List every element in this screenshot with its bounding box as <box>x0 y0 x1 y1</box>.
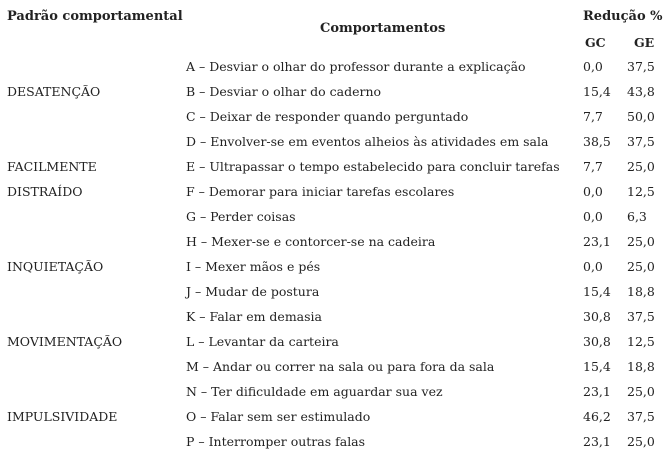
ge-value-cell: 43,8 <box>627 84 655 99</box>
behavior-cell: F – Demorar para iniciar tarefas escolares <box>186 184 455 199</box>
ge-value-cell: 37,5 <box>627 409 655 424</box>
gc-value-cell: 15,4 <box>583 84 611 99</box>
category-cell: DESATENÇÃO <box>7 84 101 99</box>
category-cell: DISTRAÍDO <box>7 184 83 199</box>
category-cell: INQUIETAÇÃO <box>7 259 104 274</box>
behavior-cell: H – Mexer-se e contorcer-se na cadeira <box>186 234 436 249</box>
ge-value-cell: 25,0 <box>627 434 655 449</box>
gc-value-cell: 46,2 <box>583 409 611 424</box>
gc-value-cell: 30,8 <box>583 334 611 349</box>
behavior-cell: C – Deixar de responder quando perguntado <box>186 109 469 124</box>
gc-value-cell: 0,0 <box>583 209 603 224</box>
behavior-cell: G – Perder coisas <box>186 209 296 224</box>
ge-value-cell: 12,5 <box>627 334 655 349</box>
behavior-cell: L – Levantar da carteira <box>186 334 339 349</box>
ge-value-cell: 37,5 <box>627 134 655 149</box>
behavior-cell: D – Envolver-se em eventos alheios às atividades em sala <box>186 134 549 149</box>
gc-value-cell: 30,8 <box>583 309 611 324</box>
behavior-cell: O – Falar sem ser estimulado <box>186 409 371 424</box>
behavior-cell: N – Ter dificuldade em aguardar sua vez <box>186 384 443 399</box>
behavior-cell: P – Interromper outras falas <box>186 434 366 449</box>
header-gc: GC <box>585 35 606 50</box>
gc-value-cell: 0,0 <box>583 59 603 74</box>
category-cell: IMPULSIVIDADE <box>7 409 118 424</box>
ge-value-cell: 37,5 <box>627 59 655 74</box>
gc-value-cell: 23,1 <box>583 384 611 399</box>
header-ge: GE <box>634 35 655 50</box>
gc-value-cell: 15,4 <box>583 284 611 299</box>
gc-value-cell: 7,7 <box>583 159 603 174</box>
header-pattern: Padrão comportamental <box>7 9 183 24</box>
header-behaviors: Comportamentos <box>320 21 446 36</box>
gc-value-cell: 38,5 <box>583 134 611 149</box>
behavior-cell: I – Mexer mãos e pés <box>186 259 321 274</box>
gc-value-cell: 7,7 <box>583 109 603 124</box>
ge-value-cell: 12,5 <box>627 184 655 199</box>
ge-value-cell: 25,0 <box>627 234 655 249</box>
behavior-cell: B – Desviar o olhar do caderno <box>186 84 382 99</box>
ge-value-cell: 25,0 <box>627 259 655 274</box>
ge-value-cell: 25,0 <box>627 384 655 399</box>
ge-value-cell: 18,8 <box>627 284 655 299</box>
gc-value-cell: 23,1 <box>583 434 611 449</box>
behavior-cell: A – Desviar o olhar do professor durante a explicação <box>186 59 526 74</box>
gc-value-cell: 0,0 <box>583 259 603 274</box>
ge-value-cell: 6,3 <box>627 209 647 224</box>
ge-value-cell: 25,0 <box>627 159 655 174</box>
ge-value-cell: 37,5 <box>627 309 655 324</box>
behavior-cell: E – Ultrapassar o tempo estabelecido para concluir tarefas <box>186 159 560 174</box>
gc-value-cell: 23,1 <box>583 234 611 249</box>
behavior-cell: M – Andar ou correr na sala ou para fora da sala <box>186 359 495 374</box>
ge-value-cell: 50,0 <box>627 109 655 124</box>
gc-value-cell: 0,0 <box>583 184 603 199</box>
behavior-cell: J – Mudar de postura <box>186 284 320 299</box>
category-cell: FACILMENTE <box>7 159 97 174</box>
ge-value-cell: 18,8 <box>627 359 655 374</box>
gc-value-cell: 15,4 <box>583 359 611 374</box>
category-cell: MOVIMENTAÇÃO <box>7 334 123 349</box>
behavior-cell: K – Falar em demasia <box>186 309 323 324</box>
header-reduction: Redução % <box>583 9 663 24</box>
